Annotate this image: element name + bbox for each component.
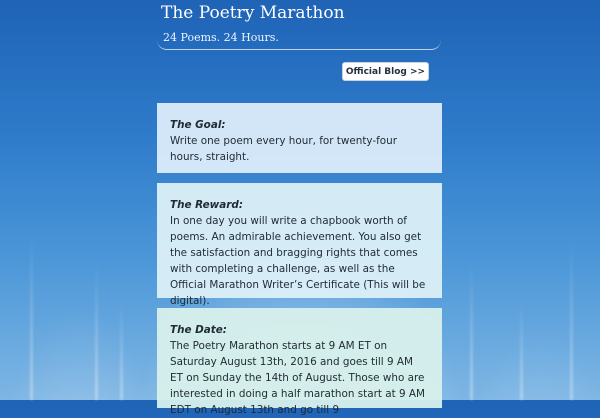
date-title: The Date: [170,324,227,336]
site-tagline: 24 Poems. 24 Hours. [163,31,279,44]
goal-text: Write one poem every hour, for twenty-four hours, straight. [170,135,398,163]
reward-card [157,183,442,307]
official-blog-button[interactable]: Official Blog >> [342,62,429,81]
goal-card [157,103,442,173]
background-streak [95,260,98,400]
goal-title: The Goal: [170,119,226,131]
site-title[interactable]: The Poetry Marathon [161,3,345,23]
site-header [157,0,441,50]
background-streak [570,240,573,400]
reward-title: The Reward: [170,199,244,211]
date-text: The Poetry Marathon starts at 9 AM ET on Saturday August 13th, 2016 and goes till 9 AM ET on Sunday the 14th of August. Those who are interested in doing a half marathon start at 9 AM EDT on August 13th and go till 9 [170,340,425,416]
date-card [157,308,442,416]
background-streak [120,300,123,400]
reward-text: In one day you will write a chapbook worth of poems. An admirable achievement. You also get the satisfaction and bragging rights that comes with completing a challenge, as well as the Official Marathon Writer’s Certificate (This will be digital). [170,215,426,307]
background-streak [520,300,523,400]
background-streak [30,230,33,400]
background-streak [470,260,473,400]
